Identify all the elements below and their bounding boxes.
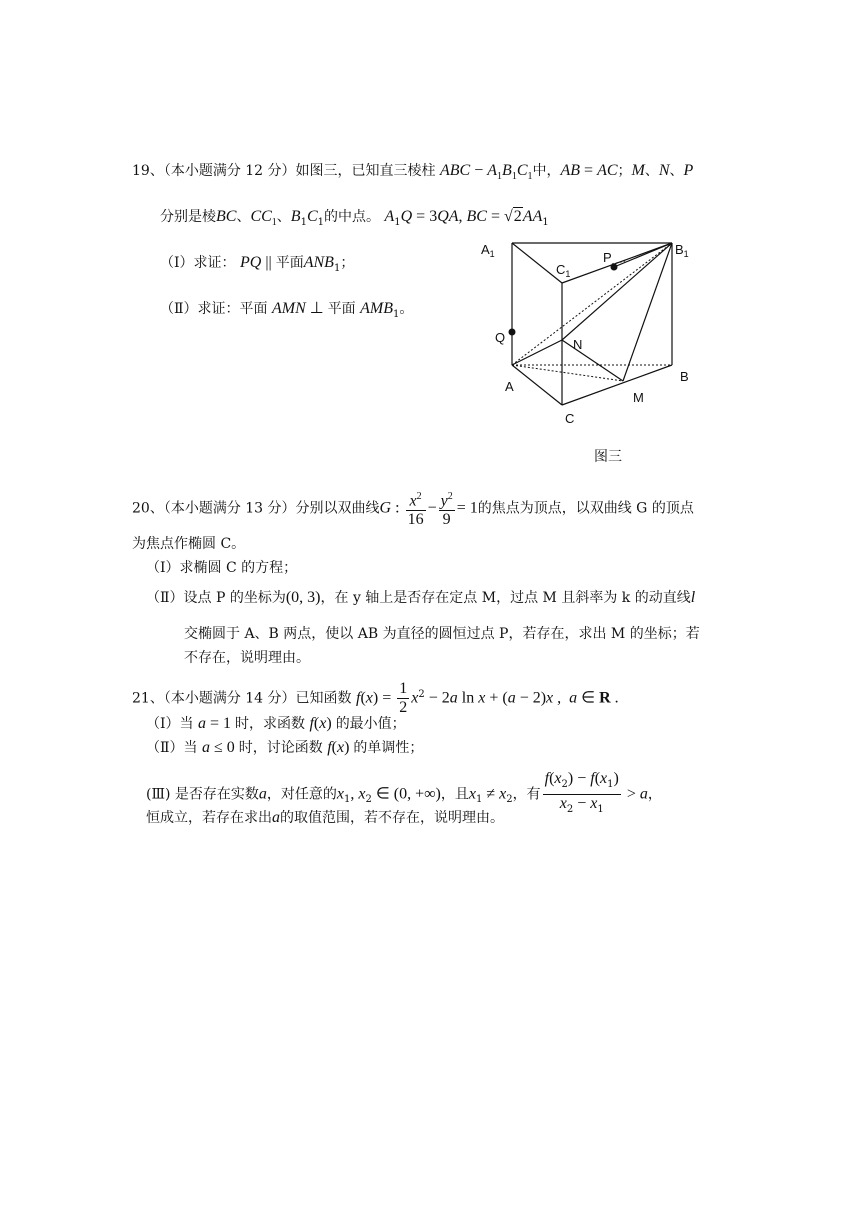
q20-meta: （本小题满分 13 分）: [163, 500, 296, 517]
q21-text: 的单调性；: [353, 740, 424, 756]
q20-line-l: l: [690, 589, 696, 606]
label-a1: $A_1$: [481, 242, 495, 259]
q21-text: （Ⅱ）当: [146, 740, 198, 756]
figure-caption: 图三: [594, 449, 622, 465]
q21-part1: （Ⅰ）当 a = 1 时，求函数 f(x) 的最小值；: [146, 715, 406, 732]
q21-text: ，有: [512, 786, 541, 803]
label-q: Q: [495, 330, 506, 345]
q19-prism-formula: ABC: [440, 162, 471, 179]
q20-part1: （Ⅰ）求椭圆 C 的方程；: [146, 560, 298, 576]
q19-line1: 19、（本小题满分 12 分）如图三，已知直三棱柱 ABC − $A_1B_1C_1$中，AB = AC；M、N、P: [132, 162, 694, 183]
q21-text: 的最小值；: [335, 716, 406, 732]
q20-line1: 20、（本小题满分 13 分）分别以双曲线G : $\frac{x^2}{16}$ − $\frac{y^2}{9}$ = 1的焦点为顶点，以双曲线 G 的顶点: [132, 488, 694, 529]
q20-point-p: (0, 3): [285, 589, 321, 606]
q19-line2: 分别是棱BC、$CC_1$、$B_1C_1$的中点。 $A_1Q = 3QA$, BC = $√2AA_1$: [160, 208, 549, 229]
q21-number: 21、: [132, 690, 164, 707]
q19-text: 平面: [275, 255, 304, 271]
q21-text: 时，求函数: [235, 716, 306, 732]
q21-text: ，对任意的: [266, 786, 337, 803]
q19-number: 19、: [132, 163, 164, 179]
q21-function: f: [356, 689, 361, 707]
q21-text: ，: [647, 786, 662, 803]
q21-text: ，且: [440, 786, 469, 803]
q19-text: 平面: [327, 301, 356, 317]
q20-text: ，在 y 轴上是否存在定点 M，过点 M 且斜率为 k 的动直线: [320, 590, 691, 606]
q20-hyperbola: G: [379, 499, 392, 517]
q20-part2-line2: 交椭圆于 A、B 两点，使以 AB 为直径的圆恒过点 P，若存在，求出 M 的坐标；若: [184, 626, 700, 642]
prism-solid-edges: [512, 243, 672, 405]
q20-part2: [146, 588, 695, 608]
label-p: P: [603, 250, 612, 265]
q19-text: 的中点。: [324, 209, 380, 225]
q20-text: （Ⅱ）设点 P 的坐标为: [146, 590, 286, 606]
q19-part2-label: （Ⅱ）求证：平面: [160, 301, 268, 317]
q20-line2: 为焦点作椭圆 C。: [132, 536, 246, 552]
q21-text: （Ⅰ）当: [146, 716, 194, 732]
label-c: C: [565, 411, 575, 426]
q21-text: 的取值范围，若不存在，说明理由。: [280, 810, 504, 826]
q20-text: 的焦点为顶点，以双曲线 G 的顶点: [477, 500, 694, 517]
q19-points: M: [631, 162, 645, 179]
label-c1: $C_1$: [556, 262, 571, 279]
label-b1: $B_1$: [675, 242, 689, 259]
label-m: M: [633, 390, 644, 405]
q19-text: 如图三，已知直三棱柱: [295, 163, 436, 179]
q19-conditions: A: [384, 208, 395, 225]
q19-text: 分别是棱: [160, 209, 216, 225]
q19-text: 中，: [532, 163, 561, 179]
q19-equality: AB: [560, 162, 581, 179]
q21-text: 恒成立，若存在求出: [146, 810, 272, 826]
q21-part3: (Ⅲ) 是否存在实数a，对任意的$x_1$, $x_2$ ∈ (0, +∞)，且$x_1 \ne x_2$，有 $\frac{f(x_2) - f(x_1)}{x_2 - x_1}$ > a，: [146, 770, 662, 815]
q21-text: (Ⅲ) 是否存在实数: [146, 786, 259, 803]
prism-figure: [474, 232, 724, 432]
q19-part2: （Ⅱ）求证：平面 AMN ⊥ 平面 $AMB_1$。: [160, 300, 414, 320]
point-q-marker: [509, 329, 516, 336]
q21-text: 已知函数: [295, 690, 352, 707]
q19-text: 。: [399, 301, 414, 317]
label-a: A: [505, 379, 514, 394]
q21-part2: （Ⅱ）当 a ≤ 0 时，讨论函数 f(x) 的单调性；: [146, 739, 424, 756]
q19-text: ；: [617, 163, 632, 179]
q20-text: 分别以双曲线: [295, 500, 380, 517]
q20-part2-line3: 不存在，说明理由。: [184, 650, 310, 666]
q21-line1: 21、（本小题满分 14 分）已知函数 f(x) = $\frac{1}{2}$ $x^2 - 2a$ ln x + (a − 2)x , a ∈ R .: [132, 680, 619, 716]
q19-part2-math: AMN: [271, 300, 306, 317]
q21-meta: （本小题满分 14 分）: [163, 690, 296, 707]
label-n: N: [573, 337, 583, 352]
label-b: B: [680, 369, 689, 384]
q21-last-line: 恒成立，若存在求出a的取值范围，若不存在，说明理由。: [146, 809, 504, 826]
q19-part1-math: PQ: [239, 254, 262, 271]
q19-part1: （Ⅰ）求证： PQ || 平面$ANB_1$；: [160, 254, 355, 274]
q19-meta: （本小题满分 12 分）: [163, 163, 296, 179]
q21-text: 时，讨论函数: [238, 740, 323, 756]
q19-edges: BC: [216, 208, 237, 225]
q20-number: 20、: [132, 500, 164, 517]
q19-part1-label: （Ⅰ）求证：: [160, 255, 236, 271]
